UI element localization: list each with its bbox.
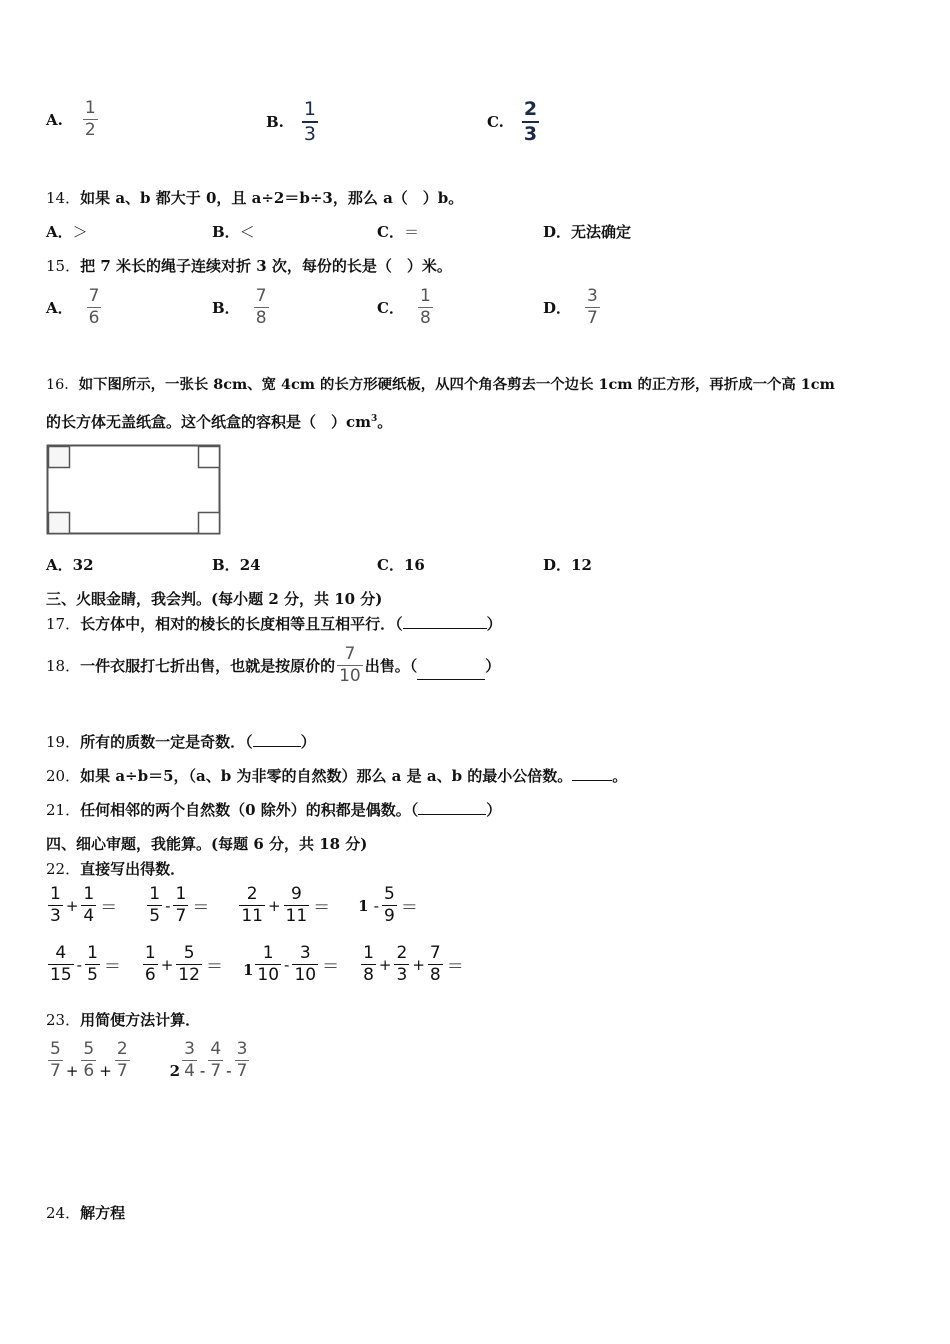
- operator: +: [160, 955, 174, 974]
- question-text: 用简便方法计算．: [80, 1011, 201, 1029]
- question-17: [46, 613, 502, 634]
- option-text: 32: [72, 556, 94, 574]
- fraction: [418, 288, 433, 327]
- question-14: [46, 187, 463, 208]
- option-text: 12: [571, 556, 592, 574]
- fraction: [428, 945, 443, 984]
- question-20: [46, 765, 627, 786]
- fraction: [147, 886, 162, 925]
- superscript: 3: [371, 414, 378, 424]
- denominator: 10: [257, 965, 280, 985]
- question-number: 23．: [46, 1011, 81, 1029]
- numerator: 3: [184, 1038, 195, 1059]
- denominator: 9: [384, 906, 395, 926]
- paren-close: ）: [486, 801, 502, 819]
- denominator: 6: [83, 1060, 95, 1081]
- equals-sign: ＝: [100, 898, 118, 918]
- option-label: B．: [212, 556, 240, 574]
- section-4-title: [46, 833, 367, 854]
- option-label: A．: [46, 223, 73, 241]
- section-title: 三、火眼金睛，我会判。(每小题 2 分，共 10 分): [46, 590, 383, 608]
- question-text: 解方程: [80, 1204, 126, 1222]
- q13-option-a: [46, 100, 100, 139]
- denominator: 5: [87, 965, 98, 985]
- fraction: [394, 945, 409, 984]
- denominator: 10: [294, 965, 317, 985]
- numerator: 2: [396, 943, 408, 963]
- fraction: [182, 1038, 197, 1081]
- denominator: 8: [429, 965, 441, 985]
- q15-option-d: [543, 288, 602, 327]
- question-number: 22．: [46, 860, 81, 878]
- cardboard-outline: [48, 446, 220, 534]
- whole-number: 1: [358, 896, 369, 915]
- option-label: D．: [543, 299, 572, 317]
- numerator: 3: [299, 943, 311, 963]
- operator: -: [165, 896, 171, 915]
- fraction: [81, 886, 96, 925]
- fraction: [173, 886, 188, 925]
- cardboard-diagram: [46, 444, 222, 536]
- question-number: 18．: [46, 657, 81, 675]
- question-number: 14．: [46, 189, 81, 207]
- question-number: 16．: [46, 377, 79, 393]
- corner-square-bottom-left: [49, 513, 70, 534]
- option-label: C．: [377, 556, 404, 574]
- fraction: [361, 945, 376, 984]
- question-tail: 出售。（: [364, 657, 418, 675]
- numerator: 1: [149, 884, 161, 904]
- answer-blank[interactable]: [418, 800, 486, 815]
- option-label: B.: [266, 113, 284, 131]
- question-text: 的长方体无盖纸盒。这个纸盒的容积是（ ）cm: [46, 413, 372, 431]
- numerator: 5: [183, 943, 195, 963]
- question-15: [46, 255, 452, 276]
- q16-option-d: [543, 554, 592, 575]
- question-18: [46, 646, 500, 685]
- q14-option-b: [212, 221, 255, 242]
- question-tail: 。: [377, 413, 393, 431]
- fraction: [337, 646, 363, 685]
- mixed-whole: 1: [242, 960, 254, 979]
- fraction: [235, 1038, 250, 1081]
- equals-sign: ＝: [192, 898, 210, 918]
- operator: +: [65, 1062, 79, 1080]
- mixed-whole: 2: [169, 1062, 181, 1080]
- option-text: 无法确定: [571, 223, 632, 241]
- numerator: 7: [344, 644, 356, 664]
- option-label: A．: [46, 556, 73, 574]
- option-label: C．: [377, 223, 404, 241]
- fraction: [208, 1038, 223, 1081]
- operator: +: [99, 1062, 112, 1080]
- denominator: 5: [149, 906, 161, 926]
- fraction: [48, 945, 74, 984]
- numerator: 1: [144, 943, 156, 963]
- denominator: 6: [88, 308, 100, 328]
- numerator: 1: [50, 884, 61, 904]
- section-3-title: [46, 588, 382, 609]
- paren-close: ）: [486, 615, 502, 633]
- question-16-line2: [46, 411, 392, 432]
- answer-blank[interactable]: [572, 766, 612, 781]
- fraction: [255, 945, 281, 984]
- question-text: 所有的质数一定是奇数．（: [80, 733, 253, 751]
- operator: -: [284, 955, 290, 974]
- question-21: [46, 799, 501, 820]
- question-24: [46, 1202, 125, 1223]
- fraction: [176, 945, 202, 984]
- question-number: 17．: [46, 615, 81, 633]
- denominator: 7: [116, 1060, 128, 1081]
- operator: +: [412, 955, 425, 974]
- numerator: 1: [83, 884, 95, 904]
- question-tail: 。: [612, 767, 628, 785]
- option-text: 16: [403, 556, 425, 574]
- q15-option-c: [377, 288, 435, 327]
- denominator: 2: [84, 120, 96, 140]
- denominator: 8: [255, 308, 267, 328]
- question-text: 长方体中，相对的棱长的长度相等且互相平行．（: [80, 615, 403, 633]
- fraction: [83, 100, 98, 139]
- paren-close: ）: [485, 657, 501, 675]
- fraction: [115, 1038, 130, 1081]
- operator: +: [65, 896, 79, 915]
- denominator: 3: [523, 123, 538, 145]
- numerator: 5: [83, 1038, 95, 1059]
- denominator: 7: [50, 1060, 61, 1081]
- numerator: 1: [84, 98, 96, 118]
- denominator: 11: [285, 906, 308, 926]
- numerator: 3: [587, 286, 598, 306]
- section-title: 四、细心审题，我能算。(每题 6 分，共 18 分): [46, 835, 368, 853]
- option-label: C．: [377, 299, 404, 317]
- question-number: 24．: [46, 1204, 81, 1222]
- fraction: [48, 1038, 63, 1081]
- denominator: 7: [587, 308, 598, 328]
- numerator: 1: [262, 943, 274, 963]
- question-23: [46, 1009, 200, 1030]
- q14-option-d: [543, 221, 631, 242]
- numerator: 3: [236, 1038, 248, 1059]
- option-label: B．: [212, 223, 240, 241]
- q16-option-b: [212, 554, 261, 575]
- q14-option-a: [46, 221, 88, 242]
- denominator: 3: [303, 123, 316, 145]
- question-16-line1: [46, 373, 835, 394]
- numerator: 1: [303, 98, 316, 120]
- numerator: 4: [55, 943, 67, 963]
- question-number: 21．: [46, 801, 81, 819]
- denominator: 10: [339, 666, 361, 686]
- option-label: D．: [543, 223, 572, 241]
- denominator: 15: [50, 965, 72, 985]
- numerator: 9: [290, 884, 302, 904]
- fraction: [284, 886, 310, 925]
- option-label: C.: [487, 113, 504, 131]
- numerator: 1: [363, 943, 374, 963]
- question-22: [46, 858, 185, 879]
- numerator: 2: [246, 884, 258, 904]
- fraction: [85, 945, 100, 984]
- q16-option-c: [377, 554, 425, 575]
- operator: -: [76, 955, 83, 974]
- answer-blank[interactable]: [253, 732, 301, 747]
- equals-sign: ＝: [103, 957, 121, 977]
- q22-row-1: [46, 886, 418, 925]
- denominator: 8: [363, 965, 374, 985]
- q15-option-b: [212, 288, 271, 327]
- denominator: 7: [175, 906, 187, 926]
- corner-square-top-right: [199, 447, 220, 468]
- option-label: A.: [46, 110, 63, 129]
- q16-option-a: [46, 554, 94, 575]
- numerator: 1: [87, 943, 98, 963]
- question-text: 直接写出得数．: [80, 860, 186, 878]
- fraction: [143, 945, 158, 984]
- question-number: 19．: [46, 733, 81, 751]
- denominator: 3: [396, 965, 408, 985]
- q15-option-a: [46, 288, 103, 327]
- question-text: 如下图所示，一张长 8cm、宽 4cm 的长方形硬纸板，从四个角各剪去一个边长 1cm 的正方形，再折成一个高 1cm: [78, 376, 835, 393]
- denominator: 11: [241, 906, 263, 926]
- denominator: 4: [184, 1060, 195, 1081]
- fraction: [382, 886, 397, 925]
- fraction: [81, 1038, 96, 1081]
- question-text: 一件衣服打七折出售，也就是按原价的: [80, 657, 336, 675]
- fraction: [292, 945, 318, 984]
- option-label: D．: [543, 556, 572, 574]
- numerator: 2: [523, 98, 538, 120]
- option-label: A．: [46, 299, 73, 317]
- operator: -: [373, 896, 380, 915]
- option-text: ＝: [403, 223, 419, 241]
- numerator: 7: [88, 286, 100, 306]
- equals-sign: ＝: [446, 957, 464, 977]
- question-number: 15．: [46, 257, 81, 275]
- fraction: [239, 886, 265, 925]
- denominator: 4: [83, 906, 95, 926]
- numerator: 1: [419, 286, 431, 306]
- question-text: 如果 a、b 都大于 0，且 a÷2＝b÷3，那么 a（ ）b。: [80, 189, 464, 207]
- denominator: 6: [144, 965, 156, 985]
- paren-close: ）: [300, 733, 316, 751]
- fraction: [254, 288, 269, 327]
- question-text: 任何相邻的两个自然数（0 除外）的积都是偶数。（: [80, 801, 419, 819]
- question-text: 把 7 米长的绳子连续对折 3 次，每份的长是（ ）米。: [80, 257, 452, 275]
- operator: +: [378, 955, 392, 974]
- option-text: ＜: [239, 223, 255, 241]
- numerator: 4: [210, 1038, 222, 1059]
- numerator: 1: [175, 884, 187, 904]
- fraction: [585, 288, 600, 327]
- equals-sign: ＝: [205, 957, 223, 977]
- numerator: 7: [255, 286, 267, 306]
- operator: -: [199, 1062, 206, 1080]
- numerator: 5: [384, 884, 395, 904]
- operator: +: [267, 896, 281, 915]
- corner-square-top-left: [49, 447, 70, 468]
- option-text: 24: [239, 556, 261, 574]
- equals-sign: ＝: [313, 898, 331, 918]
- denominator: 7: [236, 1060, 248, 1081]
- option-text: ＞: [72, 223, 88, 241]
- fraction: [522, 100, 539, 144]
- q22-row-2: [46, 945, 464, 984]
- option-label: B．: [212, 299, 240, 317]
- q23-expressions: [46, 1040, 251, 1080]
- q13-option-c: [487, 100, 541, 144]
- numerator: 7: [429, 943, 441, 963]
- fraction: [48, 886, 63, 925]
- question-text: 如果 a÷b＝5，（a、b 为非零的自然数）那么 a 是 a、b 的最小公倍数。: [80, 767, 573, 785]
- fraction: [302, 100, 318, 144]
- denominator: 12: [178, 965, 200, 985]
- operator: -: [226, 1062, 232, 1080]
- numerator: 2: [116, 1038, 128, 1059]
- equals-sign: ＝: [400, 898, 418, 918]
- equals-sign: ＝: [322, 957, 340, 977]
- denominator: 3: [50, 906, 61, 926]
- q13-option-b: [266, 100, 320, 144]
- answer-blank[interactable]: [403, 614, 487, 629]
- question-number: 20．: [46, 767, 81, 785]
- question-19: [46, 731, 316, 752]
- denominator: 8: [419, 308, 431, 328]
- numerator: 5: [50, 1038, 61, 1059]
- denominator: 7: [210, 1060, 222, 1081]
- answer-blank[interactable]: [417, 665, 485, 680]
- q14-option-c: [377, 221, 419, 242]
- corner-square-bottom-right: [199, 513, 220, 534]
- fraction: [87, 288, 102, 327]
